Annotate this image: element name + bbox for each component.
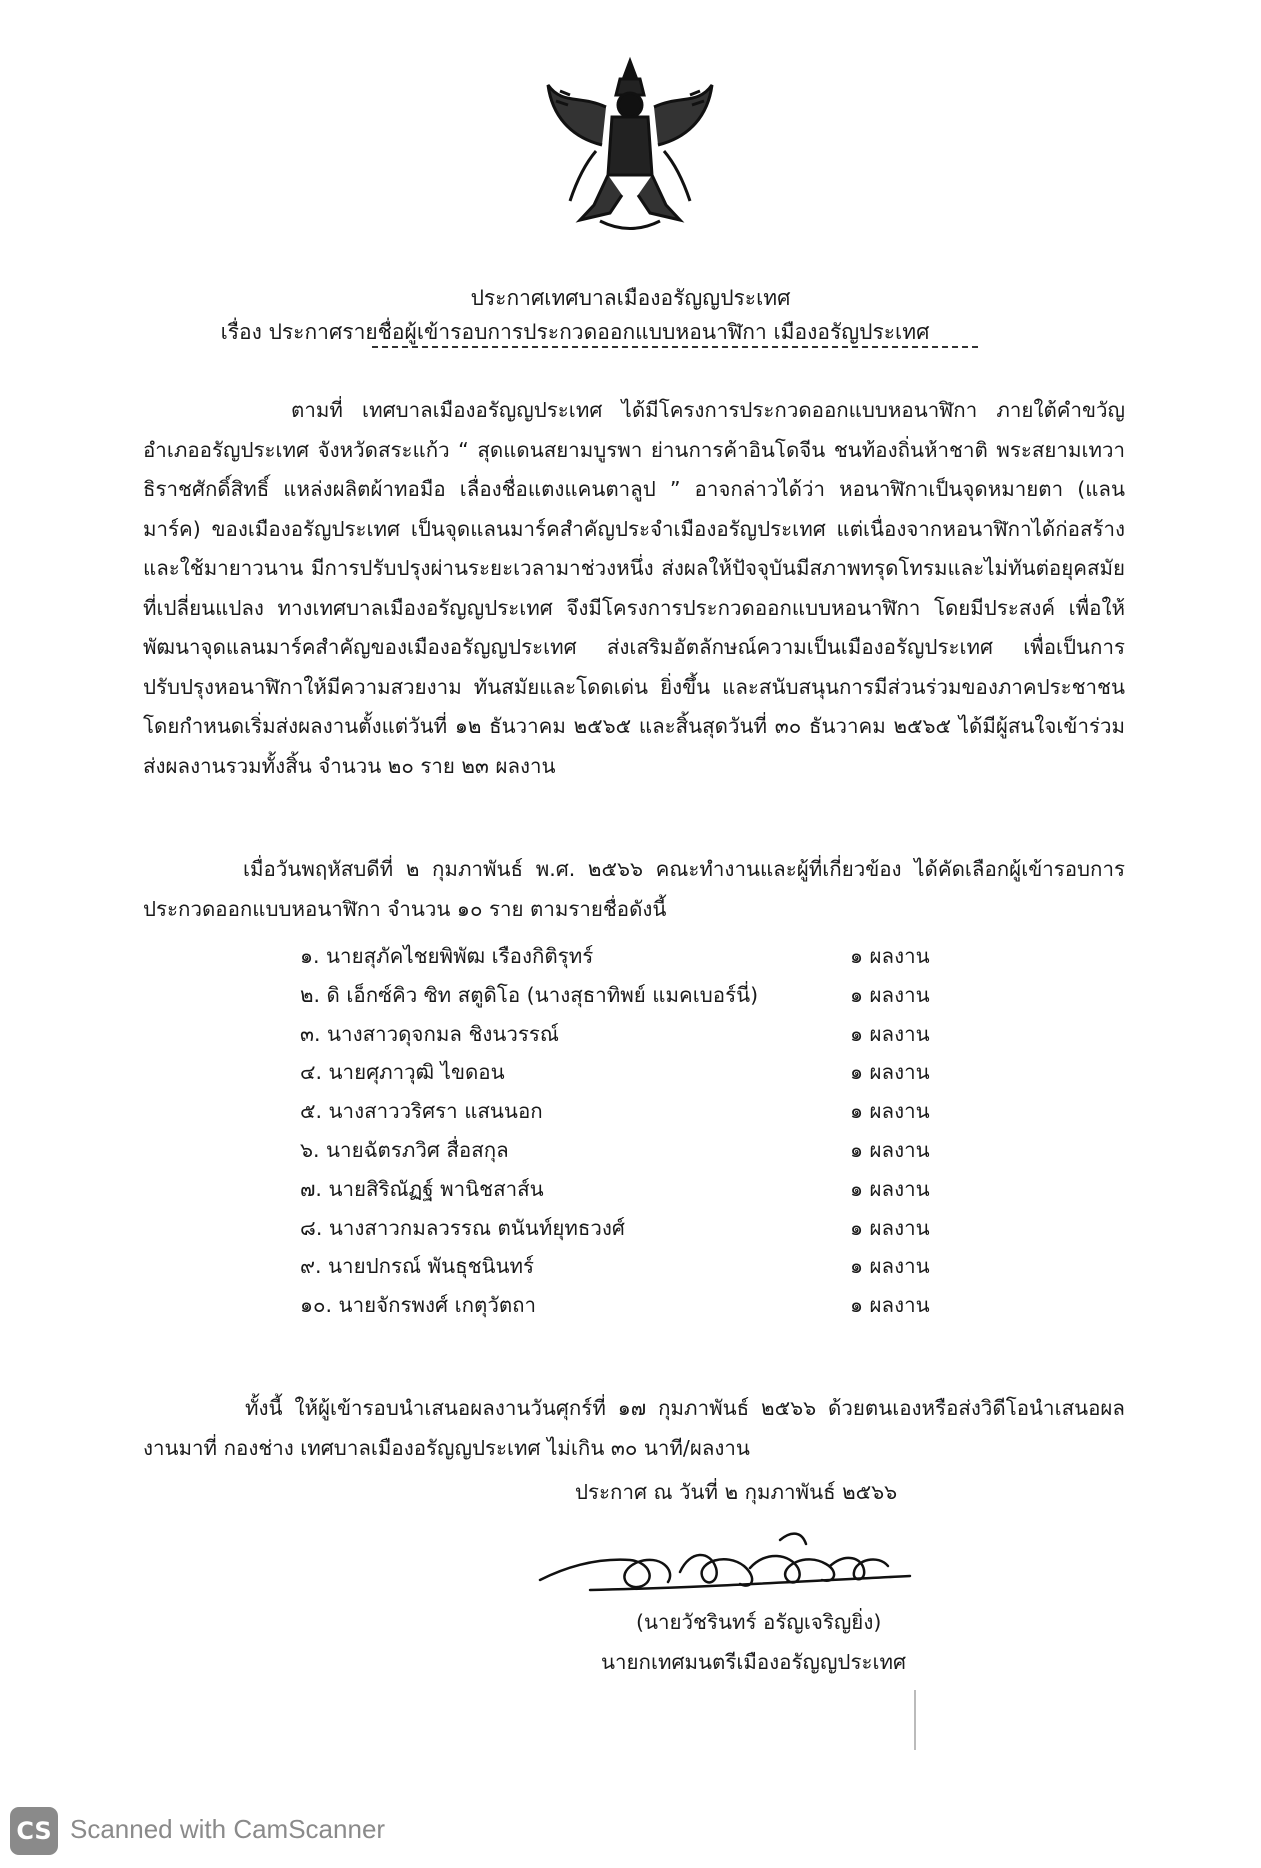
finalist-name: ๘. นางสาวกมลวรรณ ตนันท์ยุทธวงศ์	[300, 1215, 625, 1240]
finalist-works: ๑ ผลงาน	[850, 982, 930, 1007]
finalist-name: ๙. นายปกรณ์ พันธุชนินทร์	[300, 1254, 535, 1279]
finalist-list	[300, 940, 1000, 1328]
finalist-works: ๑ ผลงาน	[850, 1176, 930, 1201]
finalist-name: ๑๐. นายจักรพงศ์ เกตุวัตถา	[300, 1293, 537, 1318]
finalist-name: ๖. นายฉัตรภวิศ สื่อสกุล	[300, 1137, 509, 1162]
garuda-emblem-icon	[540, 55, 720, 235]
finalist-name: ๑. นายสุภัคไชยพิพัฒ เรืองกิติรุทร์	[300, 944, 594, 968]
dashed-divider	[372, 346, 978, 348]
announcement-subject: เรื่อง ประกาศรายชื่อผู้เข้ารอบการประกวดออกแบบหอนาฬิกา เมืองอรัญประเทศ	[220, 320, 930, 344]
signature-icon	[530, 1510, 930, 1600]
list-item	[300, 1134, 1000, 1173]
announced-date: ประกาศ ณ วันที่ ๒ กุมภาพันธ์ ๒๕๖๖	[575, 1480, 898, 1504]
list-item	[300, 1250, 1000, 1289]
selection-paragraph: เมื่อวันพฤหัสบดีที่ ๒ กุมภาพันธ์ พ.ศ. ๒๕๖๖ คณะทำงานและผู้ที่เกี่ยวข้อง ได้คัดเลือกผู้เข้ารอบการประกวดออกแบบหอนาฬิกา จำนวน ๑๐ ราย ตามรายชื่อดังนี้	[143, 857, 1125, 921]
list-item	[300, 1212, 1000, 1251]
finalist-works: ๑ ผลงาน	[850, 1215, 930, 1240]
signer-position: นายกเทศมนตรีเมืองอรัญญประเทศ	[601, 1650, 906, 1674]
list-item	[300, 940, 1000, 979]
list-item	[300, 1289, 1000, 1328]
finalist-works: ๑ ผลงาน	[850, 1293, 930, 1318]
finalist-name: ๕. นางสาววริศรา แสนนอก	[300, 1099, 543, 1124]
list-item	[300, 1056, 1000, 1095]
finalist-name: ๔. นายศุภาวุฒิ ไขดอน	[300, 1060, 505, 1085]
finalist-works: ๑ ผลงาน	[850, 1060, 930, 1085]
finalist-works: ๑ ผลงาน	[850, 1099, 930, 1124]
list-item	[300, 1095, 1000, 1134]
camscanner-logo-icon: CS	[10, 1807, 58, 1855]
presentation-paragraph: ทั้งนี้ ให้ผู้เข้ารอบนำเสนอผลงานวันศุกร์ที่ ๑๗ กุมภาพันธ์ ๒๕๖๖ ด้วยตนเองหรือส่งวิดีโอนำเสนอผลงานมาที่ กองช่าง เทศบาลเมืองอรัญญประเทศ ไม่เกิน ๓๐ นาที/ผลงาน	[143, 1396, 1125, 1460]
signer-name: (นายวัชรินทร์ อรัญเจริญยิ่ง)	[636, 1610, 882, 1634]
finalist-works: ๑ ผลงาน	[850, 1021, 930, 1046]
list-item	[300, 979, 1000, 1018]
finalist-name: ๗. นายสิริณัฏฐ์ พานิชสาส์น	[300, 1176, 544, 1201]
list-item	[300, 1173, 1000, 1212]
list-item	[300, 1018, 1000, 1057]
finalist-works: ๑ ผลงาน	[850, 1137, 930, 1162]
finalist-works: ๑ ผลงาน	[850, 1254, 930, 1279]
finalist-works: ๑ ผลงาน	[850, 944, 930, 968]
finalist-name: ๒. ดิ เอ็กซ์คิว ซิท สตูดิโอ (นางสุธาทิพย์ แมคเบอร์นี่)	[300, 982, 759, 1007]
scan-mark	[914, 1690, 916, 1750]
announcement-title: ประกาศเทศบาลเมืองอรัญญประเทศ	[470, 286, 791, 310]
camscanner-watermark: Scanned with CamScanner	[70, 1814, 386, 1844]
finalist-name: ๓. นางสาวดุจกมล ชิงนวรรณ์	[300, 1021, 559, 1046]
intro-paragraph: ตามที่ เทศบาลเมืองอรัญญประเทศ ได้มีโครงการประกวดออกแบบหอนาฬิกา ภายใต้คำขวัญอำเภออรัญประเทศ จังหวัดสระแก้ว “ สุดแดนสยามบูรพา ย่านการค้าอินโดจีน ชนท้องถิ่นห้าชาติ พระสยามเทวาธิราชศักดิ์สิทธิ์ แหล่งผลิตผ้าทอมือ เลื่องชื่อแตงแคนตาลูป ” อาจกล่าวได้ว่า หอนาฬิกาเป็นจุดหมายตา (แลนมาร์ค) ของเมืองอรัญประเทศ เป็นจุดแลนมาร์คสำคัญประจำเมืองอรัญประเทศ แต่เนื่องจากหอนาฬิกาได้ก่อสร้างและใช้มายาวนาน มีการปรับปรุงผ่านระยะเวลามาช่วงหนึ่ง ส่งผลให้ปัจจุบันมีสภาพทรุดโทรมและไม่ทันต่อยุคสมัยที่เปลี่ยนแปลง ทางเทศบาลเมืองอรัญญประเทศ จึงมีโครงการประกวดออกแบบหอนาฬิกา โดยมีประสงค์ เพื่อให้พัฒนาจุดแลนมาร์คสำคัญของเมืองอรัญญประเทศ ส่งเสริมอัตลักษณ์ความเป็นเมืองอรัญประเทศ เพื่อเป็นการปรับปรุงหอนาฬิกาให้มีความสวยงาม ทันสมัยและโดดเด่น ยิ่งขึ้น และสนับสนุนการมีส่วนร่วมของภาคประชาชน โดยกำหนดเริ่มส่งผลงานตั้งแต่วันที่ ๑๒ ธันวาคม ๒๕๖๕ และสิ้นสุดวันที่ ๓๐ ธันวาคม ๒๕๖๕ ได้มีผู้สนใจเข้าร่วมส่งผลงานรวมทั้งสิ้น จำนวน ๒๐ ราย ๒๓ ผลงาน	[143, 398, 1125, 778]
